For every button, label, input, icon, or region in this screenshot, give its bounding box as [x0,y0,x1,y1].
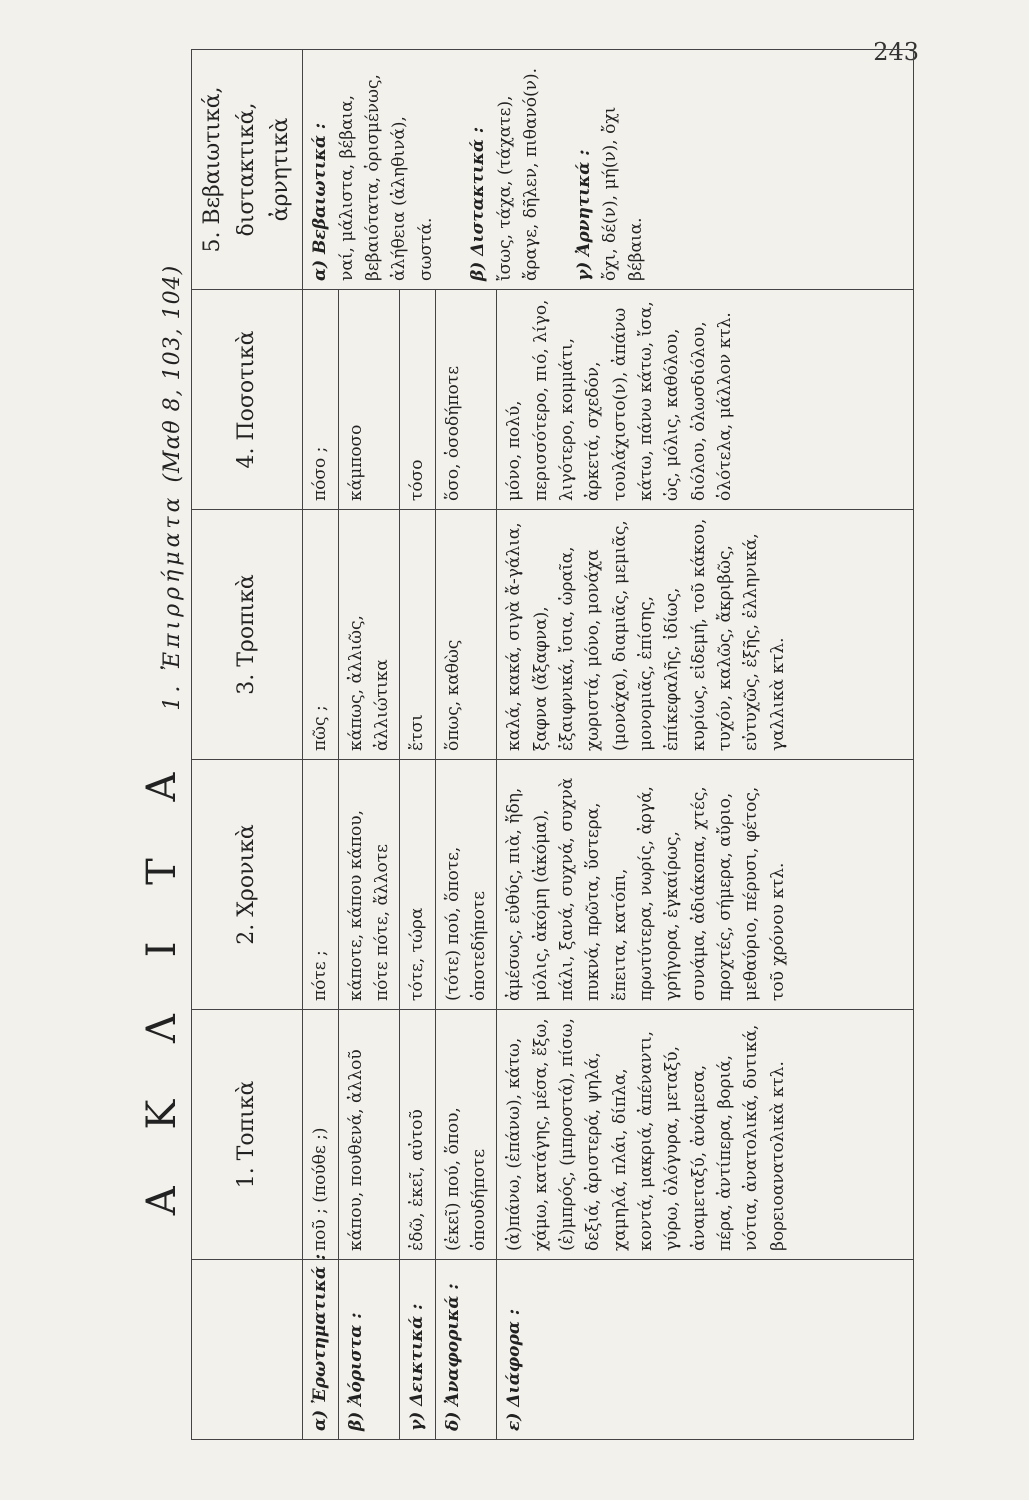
rotated-table-block [90,40,788,1440]
table-cell: (ἀ)πάνω, (ἐπάνω), κάτω, χάμω, κατάγης, μέσα, ἔξω, (ἐ)μπρός, (μπροστά), πίσω, δεξιά, ἀριστερά, ψηλά, χαμηλά, πλάι, δίπλα, κοντά, μακριά, ἀπέναντι, γύρω, ὁλόγυρα, μεταξύ, ἀναμεταξύ, ἀνάμεσα, πέρα, ἀντίπερα, βοριά, νότια, ἀνατολικά, δυτικά, βορειοανατολικὰ κτλ. [497,1010,914,1260]
adverbs-table [191,49,914,1440]
affirmative-text: ναί, μάλιστα, βέβαια, βεβαιότατα, ὁρισμένως, ἀλήθεια (ἀληθινά), σωστά. [336,74,436,281]
table-cell: ἀμέσως, εὐθύς, πιὰ, ἤδη, μόλις, ἀκόμη (ἀκόμα), πάλι, ξανά, συχνά, συχνὰ πυκνά, πρῶτα, ὕστερα, ἔπειτα, κατόπι, πρωτύτερα, νωρίς, ἀργά, γρήγορα, ἐγκαίρως, συνάμα, ἀδιάκοπα, χτές, προχτές, σήμερα, αὔριο, μεθαύριο, πέρυσι, φέτος, τοῦ χρόνου κτλ. [497,760,914,1010]
column-header: 2. Χρονικὰ [192,760,303,1010]
table-cell: κάποτε, κάπου κάπου, πότε πότε, ἄλλοτε [338,760,400,1010]
table-header-row [192,50,303,1440]
section-reference: (Μαθ 8, 103, 104) [160,264,185,483]
row-label: ε) Διάφορα : [497,1260,914,1440]
row-label: γ) Δεικτικά : [400,1260,435,1440]
table-cell: ὅπως, καθὼς [435,510,497,760]
section-title [160,265,185,711]
row-label: α) Ἐρωτηματικά : [303,1260,338,1440]
table-cell: ἐδῶ, ἐκεῖ, αὐτοῦ [400,1010,435,1260]
column-header: 1. Τοπικὰ [192,1010,303,1260]
main-title: Α Κ Λ Ι Τ Α [139,750,185,1216]
column-header: 4. Ποσοτικὰ [192,290,303,510]
table-cell: ἔτσι [400,510,435,760]
column-header: 5. Βεβαιωτικά, διστακτικά, ἀρνητικὰ [192,50,303,290]
table-cell: ὅσο, ὁσοδήποτε [435,290,497,510]
row-label: β) Ἀόριστα : [338,1260,400,1440]
table-cell: (τότε) πού, ὅποτε, ὁποτεδήποτε [435,760,497,1010]
title-block [90,40,191,1440]
table-cell: κάπως, ἀλλιῶς, ἀλλιώτικα [338,510,400,760]
row-label: δ) Ἀναφορικά : [435,1260,497,1440]
table-cell: ποῦ ; (πούθε ;) [303,1010,338,1260]
negative-text: ὄχι, δέ(ν), μή(ν), ὄχι βέβαια. [600,106,647,281]
section-title-text: 1. Ἐπιρρήματα [160,493,185,711]
table-cell: πότε ; [303,760,338,1010]
table-cell: μόνο, πολύ, περισσότερο, πιό, λίγο, λιγότερο, κομμάτι, ἀρκετά, σχεδόν, τουλάχιστο(ν), ἀπάνω κάτω, πάνω κάτω, ἴσα, ὡς, μόλις, καθόλου, διόλου, ὁλωσδιόλου, ὁλότελα, μάλλον κτλ. [497,290,914,510]
dubitative-text: ἴσως, τάχα, (τάχατε), ἄραγε, δῆλεν, πιθανό(ν). [494,68,542,281]
table-cell: πῶς ; [303,510,338,760]
page-number: 243 [873,38,919,66]
table-cell: τόσο [400,290,435,510]
table-cell: (ἐκεῖ) πού, ὅπου, ὁπουδήποτε [435,1010,497,1260]
table-cell: τότε, τώρα [400,760,435,1010]
negative-label: γ) Ἀρνητικά : [573,149,594,281]
affirmative-label: α) Βεβαιωτικά : [310,122,331,281]
table-row [303,50,338,1440]
table-cell: καλά, κακά, σιγὰ ἄ-γάλια, ξαφνα (ἄξαφνα), ἐξαιφνικά, ἴσια, ὡραῖα, χωριστά, μόνο, μονάχα (μονάχα), διαμιᾶς, μεμιᾶς, μονομιᾶς, ἐπίσης, ἐπίκεφαλῆς, ἰδίως, κυρίως, εἰδεμή, τοῦ κάκου, τυχόν, καλῶς, ἄκριβῶς, εὐτυχῶς, ἑξῆς, ἑλληνικά, γαλλικὰ κτλ. [497,510,914,760]
table-cell: κάπου, πουθενά, ἀλλοῦ [338,1010,400,1260]
dubitative-label: β) Διστακτικά : [468,126,489,281]
table-cell: κάμποσο [338,290,400,510]
table-cell: πόσο ; [303,290,338,510]
affirmative-column [303,50,914,290]
column-header [192,1260,303,1440]
column-header: 3. Τροπικὰ [192,510,303,760]
